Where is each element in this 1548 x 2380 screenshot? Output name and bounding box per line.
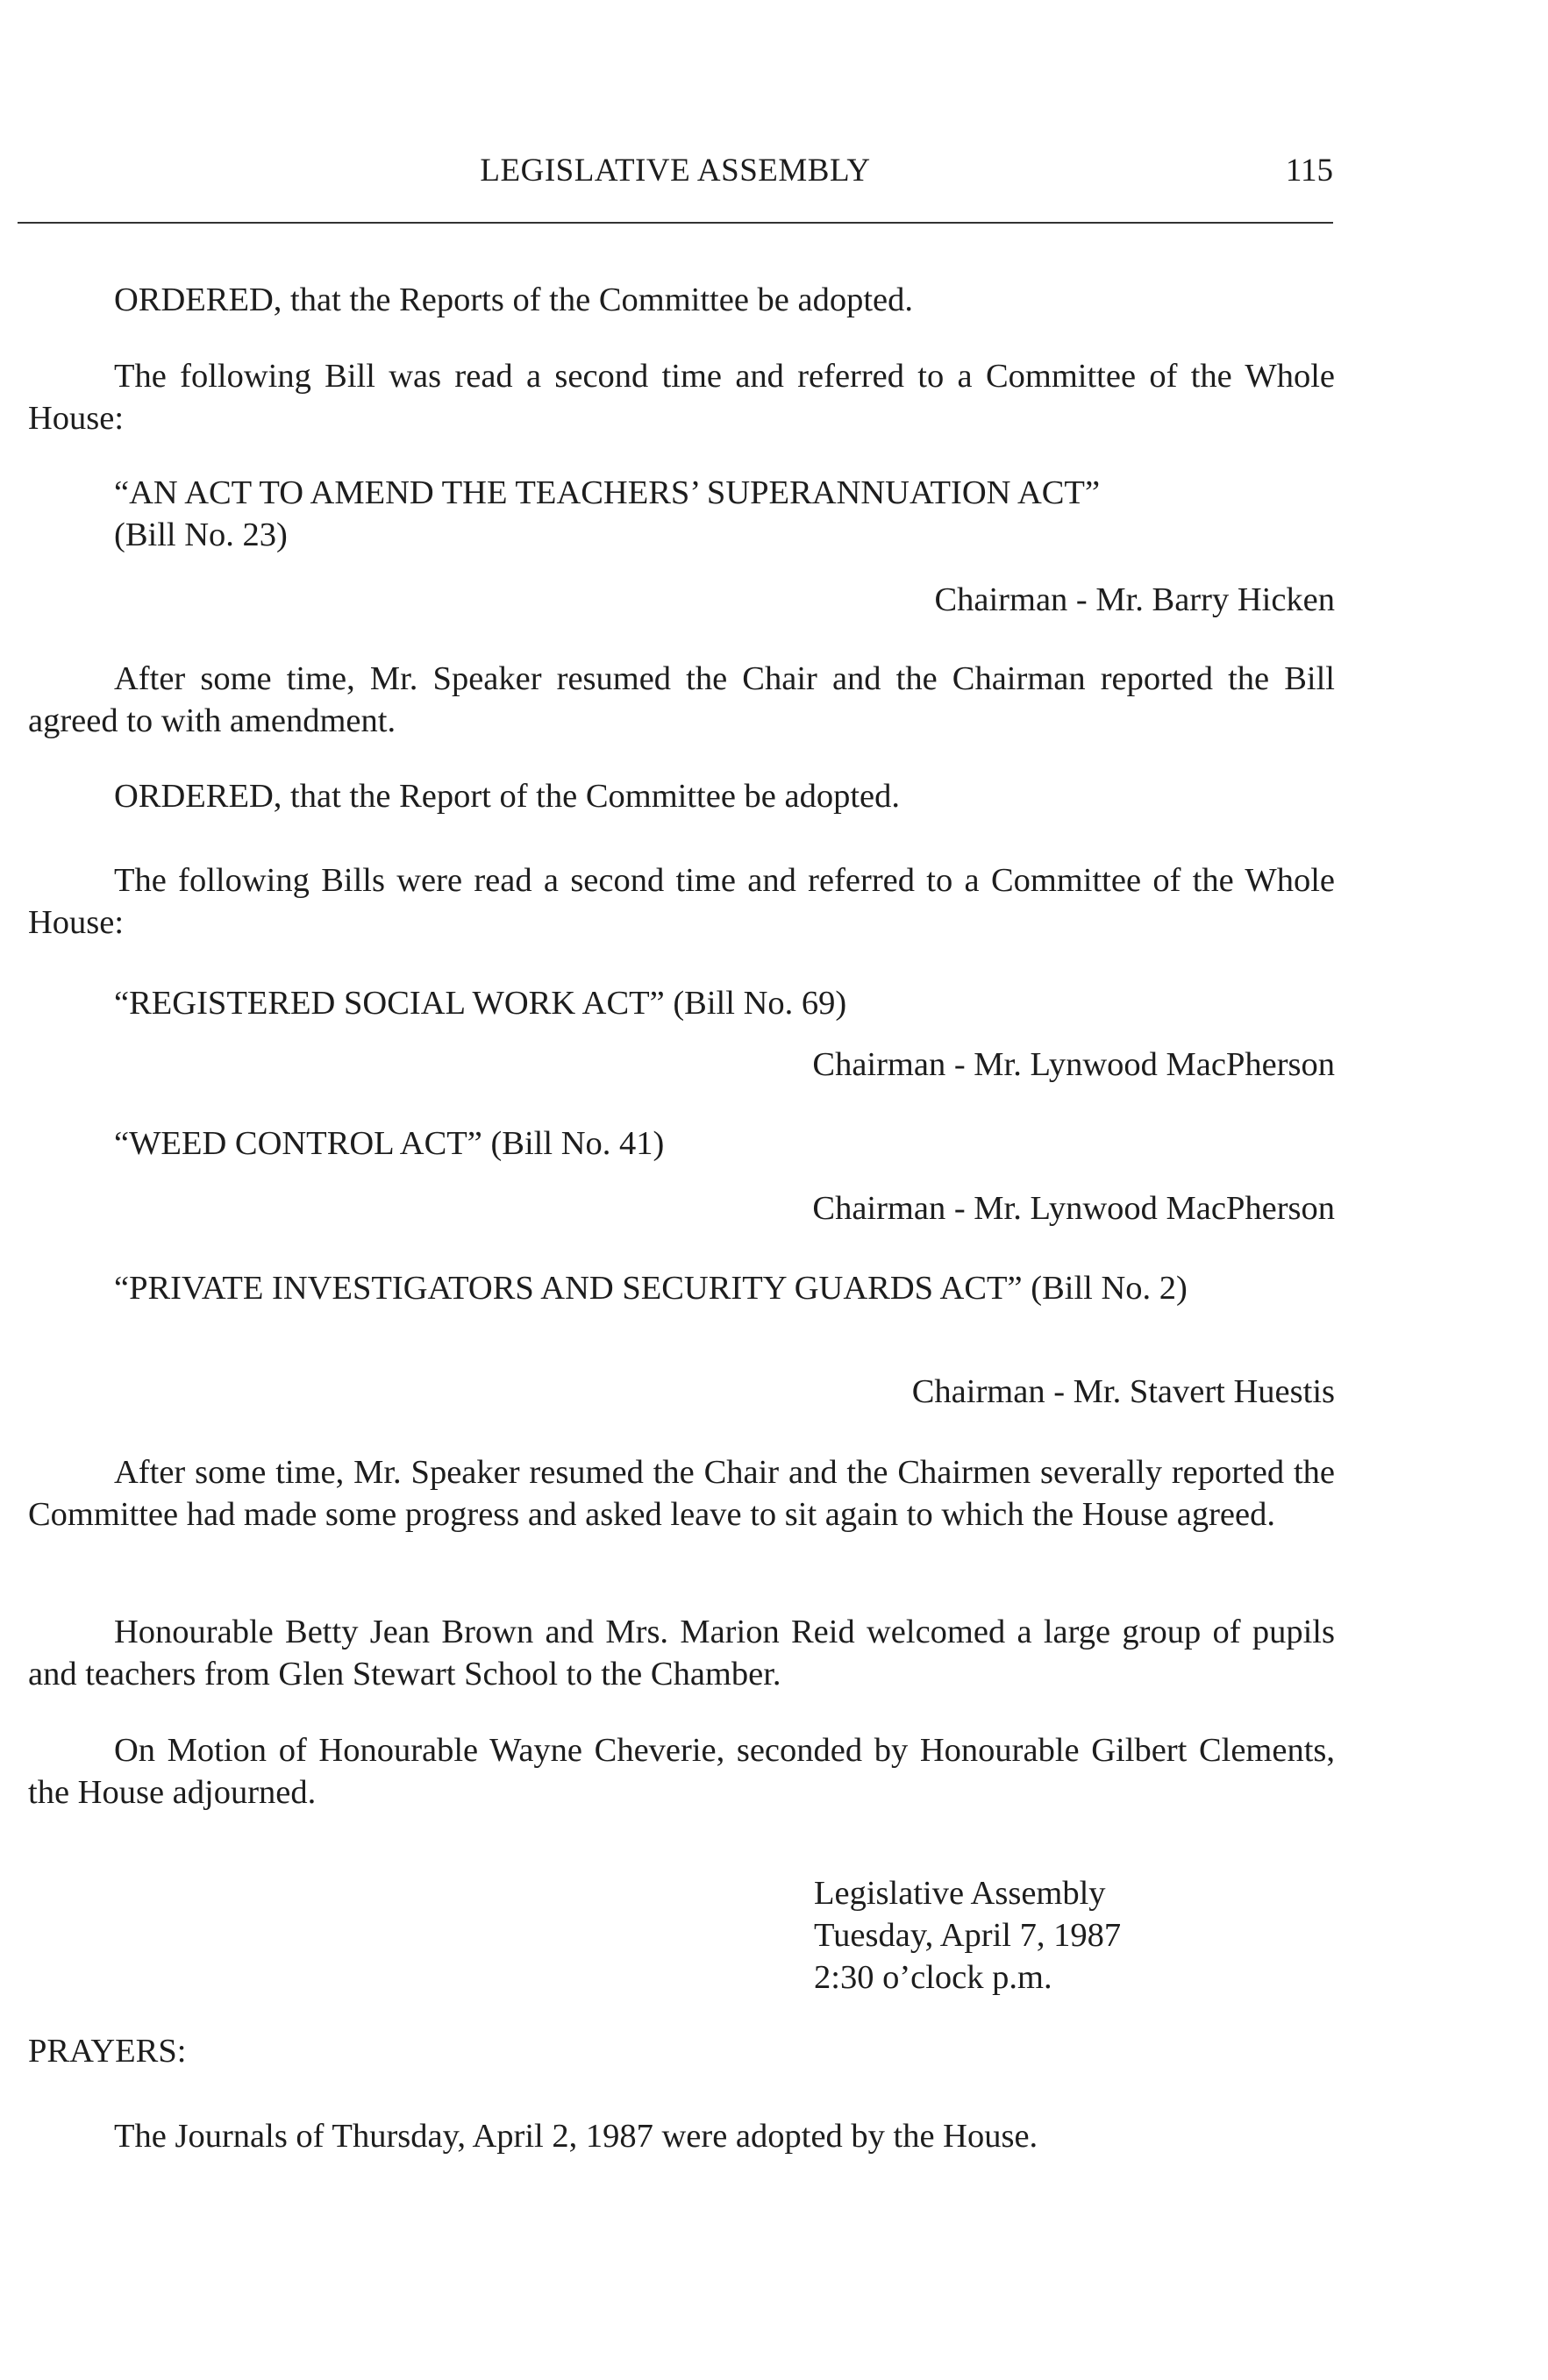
- ordered-report-adopted: ORDERED, that the Report of the Committee be adopted.: [114, 778, 901, 815]
- bill-41-title: “WEED CONTROL ACT” (Bill No. 41): [114, 1125, 665, 1162]
- bills-second-reading-intro: The following Bills were read a second time and referred to a Committee of the Whole House:: [28, 862, 1335, 941]
- bill-69-title: “REGISTERED SOCIAL WORK ACT” (Bill No. 69): [114, 985, 847, 1022]
- chairman-lynwood-macpherson-1: Chairman - Mr. Lynwood MacPherson: [812, 1046, 1335, 1083]
- prayers-heading: PRAYERS:: [28, 2033, 187, 2070]
- bill-23-number: (Bill No. 23): [114, 517, 288, 553]
- journals-adopted: The Journals of Thursday, April 2, 1987 were adopted by the House.: [114, 2118, 1038, 2155]
- chairman-stavert-huestis: Chairman - Mr. Stavert Huestis: [911, 1373, 1335, 1410]
- sitting-time: 2:30 o’clock p.m.: [814, 1959, 1052, 1996]
- ordered-reports-adopted: ORDERED, that the Reports of the Committee be adopted.: [114, 281, 913, 318]
- bill-second-reading-intro: The following Bill was read a second time and referred to a Committee of the Whole House:: [28, 358, 1335, 437]
- header-rule: [18, 222, 1333, 224]
- sitting-assembly: Legislative Assembly: [814, 1875, 1106, 1912]
- chairman-barry-hicken: Chairman - Mr. Barry Hicken: [934, 581, 1335, 618]
- page-header: [18, 149, 1333, 193]
- sitting-dateline: [814, 1872, 1340, 1999]
- bill-23-title: [28, 472, 1335, 556]
- chairman-lynwood-macpherson-2: Chairman - Mr. Lynwood MacPherson: [812, 1190, 1335, 1227]
- bill-2-title: “PRIVATE INVESTIGATORS AND SECURITY GUARDS ACT” (Bill No. 2): [114, 1270, 1188, 1307]
- bill-23-title-line: “AN ACT TO AMEND THE TEACHERS’ SUPERANNUATION ACT”: [114, 474, 1101, 511]
- running-head: LEGISLATIVE ASSEMBLY: [480, 153, 871, 189]
- page-number: 115: [1285, 153, 1333, 189]
- sitting-date: Tuesday, April 7, 1987: [814, 1917, 1122, 1954]
- house-adjourned-motion: On Motion of Honourable Wayne Cheverie, seconded by Honourable Gilbert Clements, the House adjourned.: [28, 1732, 1335, 1811]
- speaker-resumed-amendment: After some time, Mr. Speaker resumed the Chair and the Chairman reported the Bill agreed to with amendment.: [28, 660, 1335, 739]
- glen-stewart-welcome: Honourable Betty Jean Brown and Mrs. Marion Reid welcomed a large group of pupils and teachers from Glen Stewart School to the Chamber.: [28, 1614, 1335, 1692]
- speaker-resumed-progress: After some time, Mr. Speaker resumed the Chair and the Chairmen severally reported the Committee had made some progress and asked leave to sit again to which the House agreed.: [28, 1454, 1335, 1533]
